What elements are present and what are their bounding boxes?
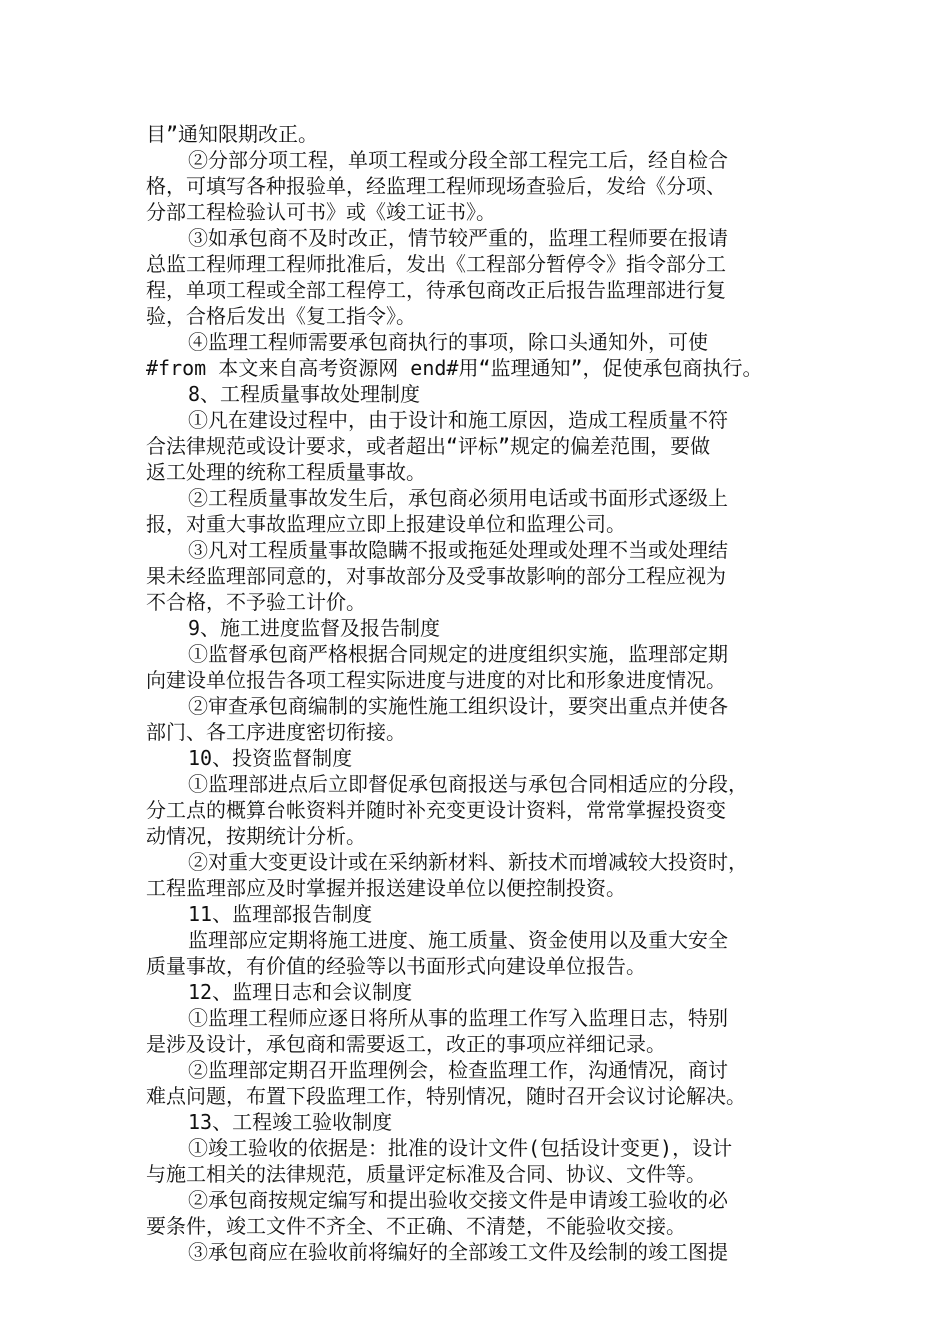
text-line: 分部工程检验认可书》或《竣工证书》。 bbox=[146, 200, 496, 224]
text-line: ②监理部定期召开监理例会，检查监理工作，沟通情况，商讨 bbox=[188, 1058, 728, 1082]
text-line: 12、监理日志和会议制度 bbox=[188, 980, 413, 1004]
text-line: 13、工程竣工验收制度 bbox=[188, 1110, 393, 1134]
text-line: ①监督承包商严格根据合同规定的进度组织实施，监理部定期 bbox=[188, 642, 728, 666]
text-line: 难点问题，布置下段监理工作，特别情况，随时召开会议讨论解决。 bbox=[146, 1084, 746, 1108]
text-line: 与施工相关的法律规范，质量评定标准及合同、协议、文件等。 bbox=[146, 1162, 706, 1186]
text-line: 程，单项工程或全部工程停工，待承包商改正后报告监理部进行复 bbox=[146, 278, 726, 302]
text-line: 工程监理部应及时掌握并报送建设单位以便控制投资。 bbox=[146, 876, 626, 900]
text-line: 总监工程师理工程师批准后，发出《工程部分暂停令》指令部分工 bbox=[146, 252, 726, 276]
text-line: ②分部分项工程，单项工程或分段全部工程完工后，经自检合 bbox=[188, 148, 728, 172]
text-line: ②承包商按规定编写和提出验收交接文件是申请竣工验收的必 bbox=[188, 1188, 728, 1212]
text-line: 9、施工进度监督及报告制度 bbox=[188, 616, 441, 640]
text-line: 要条件，竣工文件不齐全、不正确、不清楚，不能验收交接。 bbox=[146, 1214, 686, 1238]
text-line: 向建设单位报告各项工程实际进度与进度的对比和形象进度情况。 bbox=[146, 668, 726, 692]
text-line: 质量事故，有价值的经验等以书面形式向建设单位报告。 bbox=[146, 954, 646, 978]
text-line: 果未经监理部同意的，对事故部分及受事故影响的部分工程应视为 bbox=[146, 564, 726, 588]
text-line: 验，合格后发出《复工指令》。 bbox=[146, 304, 416, 328]
text-line: 返工处理的统称工程质量事故。 bbox=[146, 460, 426, 484]
text-line: 10、投资监督制度 bbox=[188, 746, 353, 770]
text-line: 不合格，不予验工计价。 bbox=[146, 590, 366, 614]
text-line: ④监理工程师需要承包商执行的事项，除口头通知外，可使 bbox=[188, 330, 708, 354]
text-line: ①凡在建设过程中，由于设计和施工原因，造成工程质量不符 bbox=[188, 408, 728, 432]
text-line: 报，对重大事故监理应立即上报建设单位和监理公司。 bbox=[146, 512, 626, 536]
document-body bbox=[146, 121, 816, 1265]
text-line: ①竣工验收的依据是：批准的设计文件(包括设计变更)，设计 bbox=[188, 1136, 733, 1160]
text-line: 8、工程质量事故处理制度 bbox=[188, 382, 421, 406]
text-line: 合法律规范或设计要求，或者超出“评标”规定的偏差范围，要做 bbox=[146, 434, 711, 458]
text-line: ②对重大变更设计或在采纳新材料、新技术而增减较大投资时， bbox=[188, 850, 748, 874]
text-line: ②工程质量事故发生后，承包商必须用电话或书面形式逐级上 bbox=[188, 486, 728, 510]
text-line: 监理部应定期将施工进度、施工质量、资金使用以及重大安全 bbox=[188, 928, 728, 952]
text-line: 11、监理部报告制度 bbox=[188, 902, 373, 926]
text-line: #from 本文来自高考资源网 end#用“监理通知”，促使承包商执行。 bbox=[146, 356, 763, 380]
text-line: 分工点的概算台帐资料并随时补充变更设计资料，常常掌握投资变 bbox=[146, 798, 726, 822]
text-line: 是涉及设计，承包商和需要返工，改正的事项应祥细记录。 bbox=[146, 1032, 666, 1056]
text-line: ②审查承包商编制的实施性施工组织设计，要突出重点并使各 bbox=[188, 694, 728, 718]
text-line: 目”通知限期改正。 bbox=[146, 122, 319, 146]
text-line: ①监理工程师应逐日将所从事的监理工作写入监理日志，特别 bbox=[188, 1006, 728, 1030]
text-line: 部门、各工序进度密切衔接。 bbox=[146, 720, 406, 744]
text-line: ①监理部进点后立即督促承包商报送与承包合同相适应的分段， bbox=[188, 772, 748, 796]
text-line: 格，可填写各种报验单，经监理工程师现场查验后，发给《分项、 bbox=[146, 174, 726, 198]
text-line: ③如承包商不及时改正，情节较严重的，监理工程师要在报请 bbox=[188, 226, 728, 250]
text-line: ③承包商应在验收前将编好的全部竣工文件及绘制的竣工图提 bbox=[188, 1240, 728, 1264]
text-line: ③凡对工程质量事故隐瞒不报或拖延处理或处理不当或处理结 bbox=[188, 538, 728, 562]
text-line: 动情况，按期统计分析。 bbox=[146, 824, 366, 848]
